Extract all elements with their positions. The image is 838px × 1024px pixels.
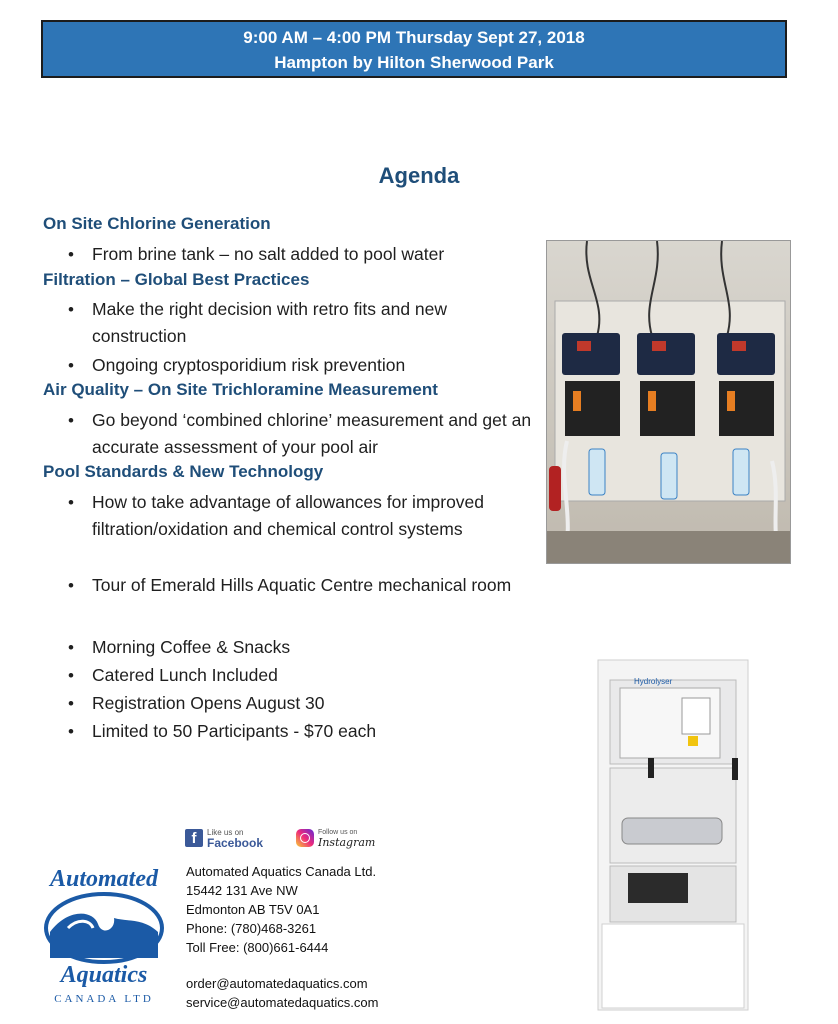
event-venue: Hampton by Hilton Sherwood Park [274, 53, 554, 72]
hydrolyser-cabinet-photo [592, 658, 754, 1016]
agenda-bullet: • Ongoing cryptosporidium risk prevention [92, 352, 532, 379]
extra-bullet: • Limited to 50 Participants - $70 each [92, 718, 492, 745]
extra-bullet: • Registration Opens August 30 [92, 690, 492, 717]
section-heading: Filtration – Global Best Practices [43, 270, 310, 289]
event-time: 9:00 AM – 4:00 PM Thursday Sept 27, 2018 [243, 28, 585, 47]
facebook-big-text: Facebook [207, 836, 264, 850]
event-banner [41, 20, 787, 78]
controllers-photo [546, 240, 791, 564]
facebook-icon: f [185, 829, 203, 847]
phone-number: Phone: (780)468-3261 [186, 921, 317, 936]
extra-bullet: • Morning Coffee & Snacks [92, 634, 492, 661]
company-name: Automated Aquatics Canada Ltd. [186, 864, 377, 879]
logo-bottom-text: Aquatics [60, 962, 148, 988]
product-label: Hydrolyser [634, 677, 673, 686]
extra-bullet: • Catered Lunch Included [92, 662, 492, 689]
section-heading: Pool Standards & New Technology [43, 462, 324, 481]
agenda-bullet: • Make the right decision with retro fits and new construction [92, 296, 522, 350]
instagram-small-text: Follow us on [318, 829, 358, 836]
company-logo [38, 858, 170, 1008]
agenda-bullet: • From brine tank – no salt added to pool water [92, 241, 532, 268]
logo-top-text: Automated [49, 866, 159, 892]
section-heading: Air Quality – On Site Trichloramine Measurement [43, 380, 438, 399]
city-address: Edmonton AB T5V 0A1 [186, 902, 320, 917]
facebook-small-text: Like us on [207, 828, 244, 837]
agenda-title: Agenda [378, 163, 460, 188]
instagram-badge[interactable] [296, 828, 375, 848]
agenda-bullet: • Go beyond ‘combined chlorine’ measurement and get an accurate assessment of your pool air [92, 407, 532, 461]
instagram-icon [296, 829, 314, 847]
service-email-link[interactable]: service@automatedaquatics.com [186, 995, 379, 1010]
agenda-bullet: • How to take advantage of allowances for improved filtration/oxidation and chemical control systems [92, 489, 492, 543]
toll-free-number: Toll Free: (800)661-6444 [186, 940, 329, 955]
instagram-big-text: Instagram [318, 836, 376, 849]
contact-block [186, 862, 376, 957]
logo-sub-text: CANADA LTD [54, 993, 154, 1005]
section-heading: On Site Chlorine Generation [43, 214, 271, 233]
agenda-bullet: • Tour of Emerald Hills Aquatic Centre mechanical room [92, 572, 612, 599]
email-block [186, 974, 378, 1012]
facebook-badge[interactable] [185, 828, 263, 848]
order-email-link[interactable]: order@automatedaquatics.com [186, 976, 368, 991]
street-address: 15442 131 Ave NW [186, 883, 298, 898]
